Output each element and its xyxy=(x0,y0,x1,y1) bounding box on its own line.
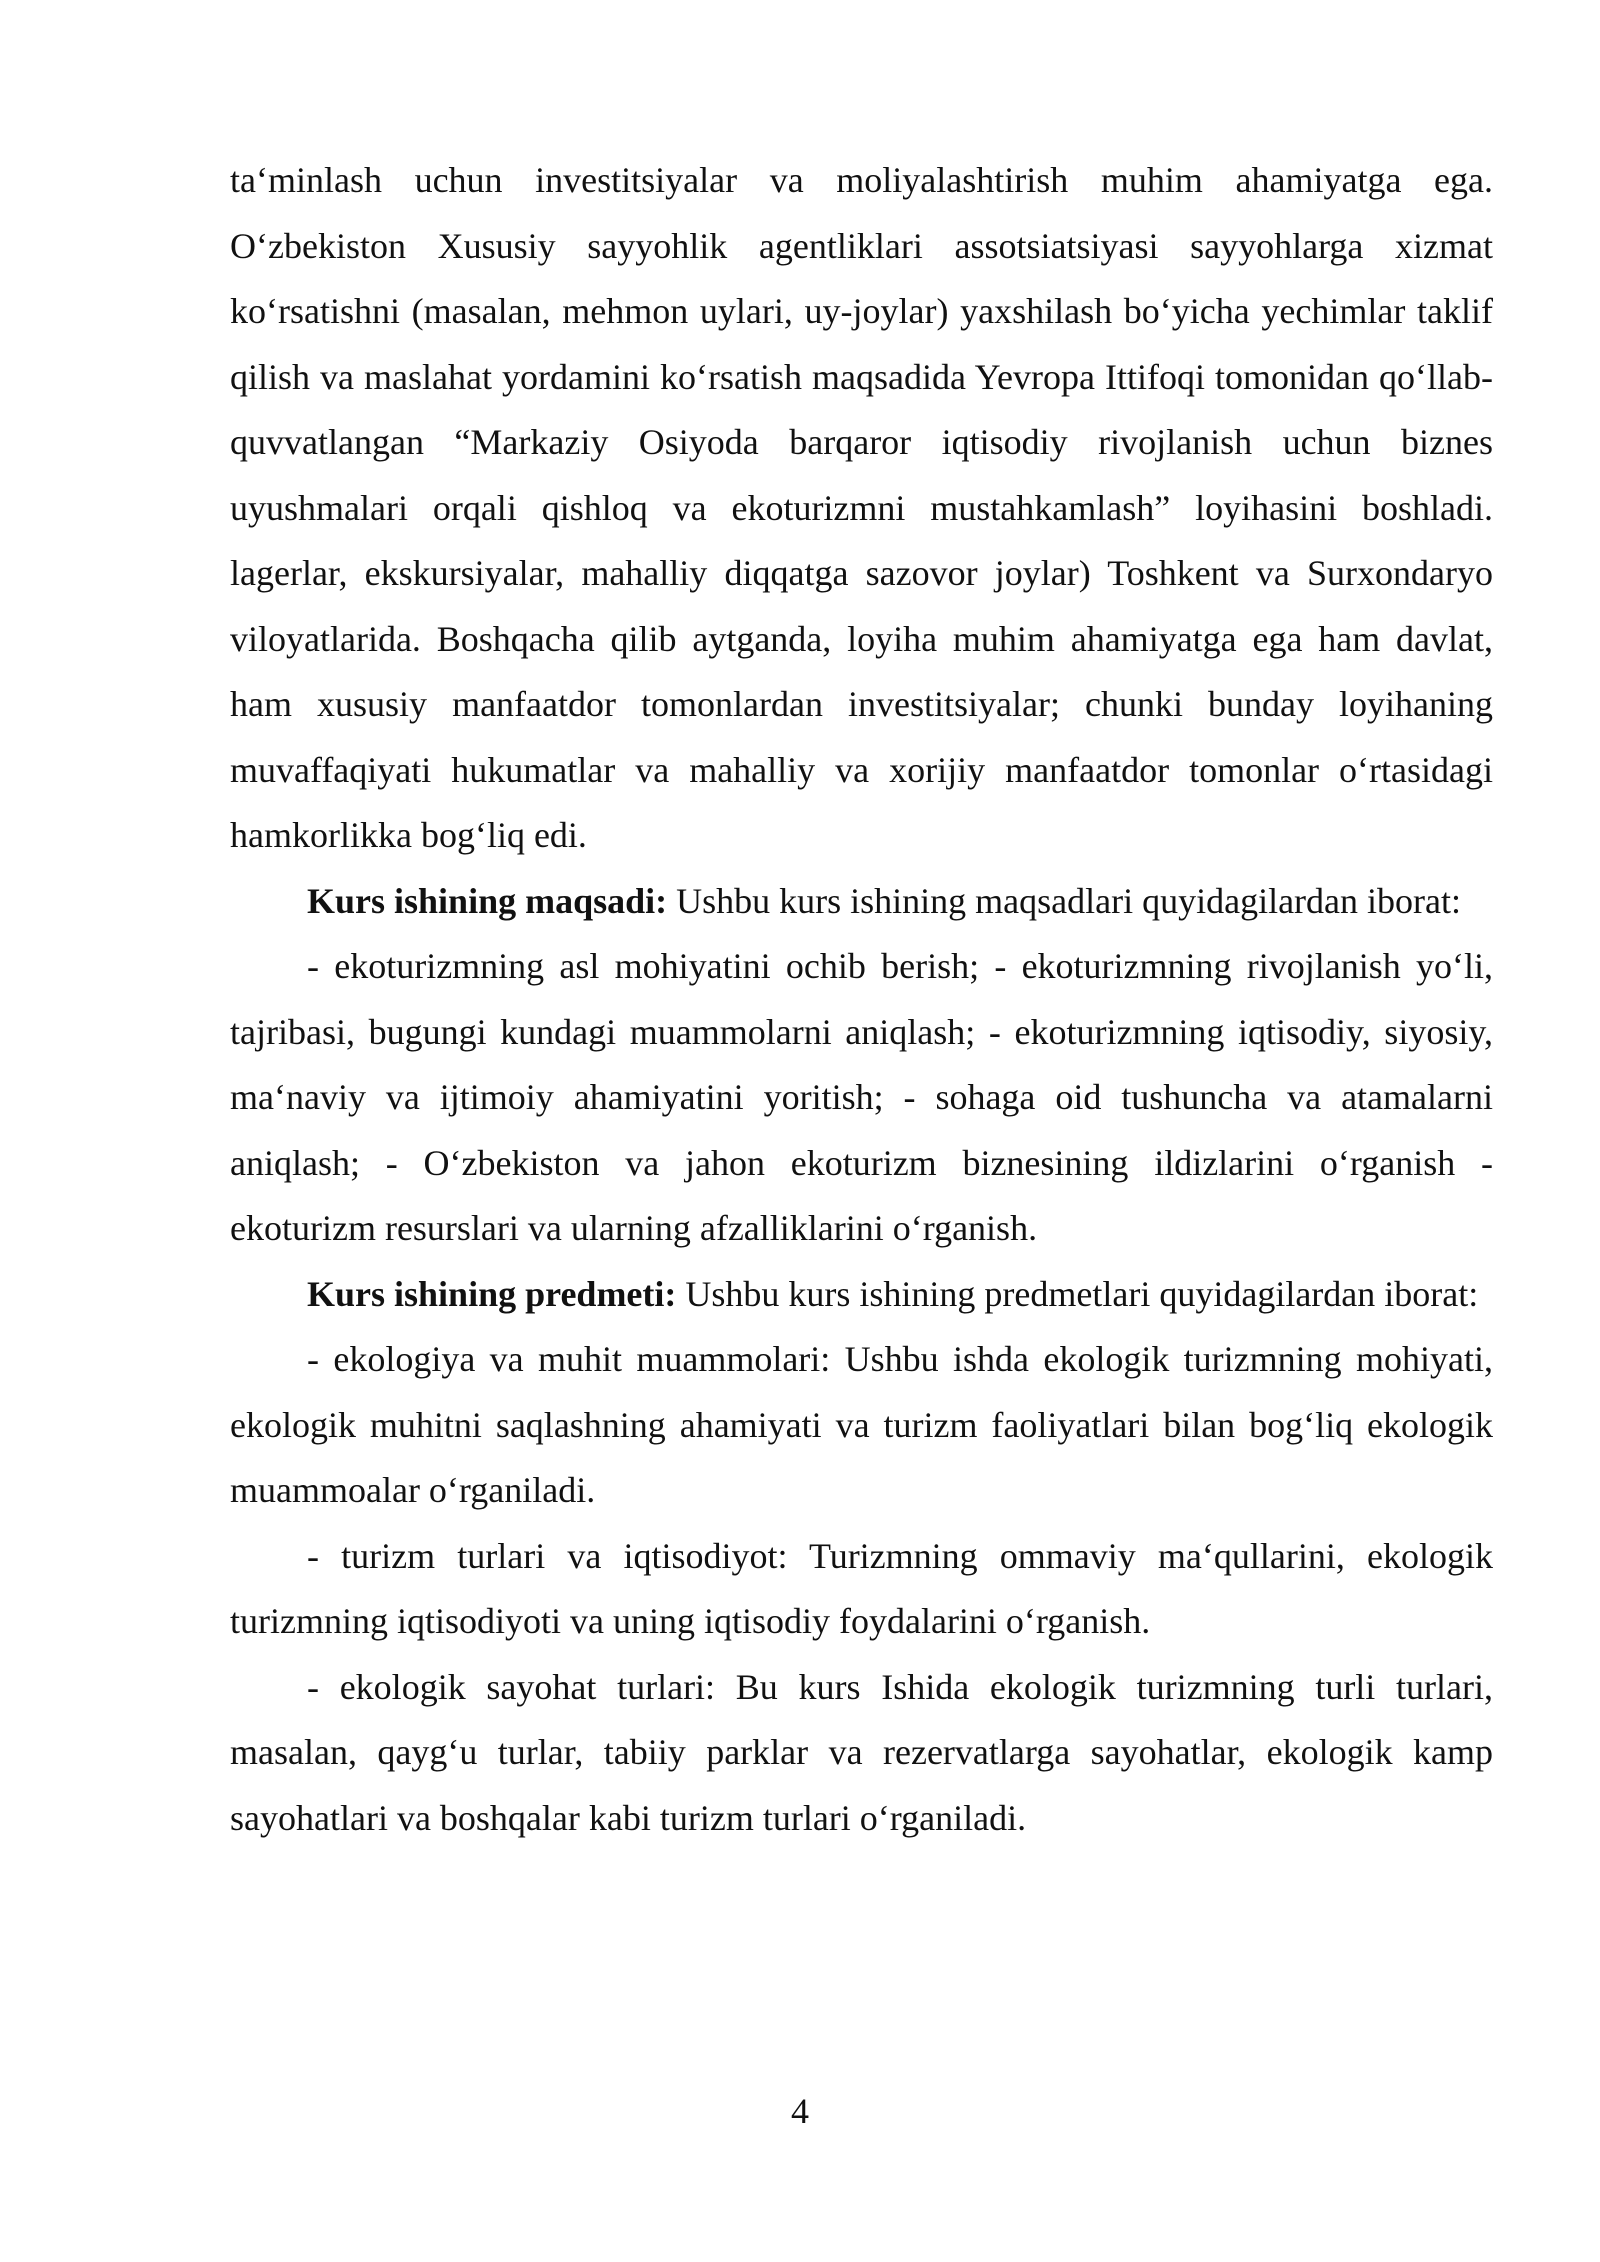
paragraph-text: - ekologik sayohat turlari: Bu kurs Ishida ekologik turizmning turli turlari, masalan, qayg‘u turlar, tabiiy parklar va rezervatlarga sayohatlar, ekologik kamp sayohatlari va boshqalar kabi turizm turlari o‘rganiladi. xyxy=(230,1666,1493,1838)
paragraph-goal-list xyxy=(230,934,1493,1262)
paragraph-text: - ekologiya va muhit muammolari: Ushbu ishda ekologik turizmning mohiyati, ekologik muhitni saqlashning ahamiyati va turizm faoliyatlari bilan bog‘liq ekologik muammoalar o‘rganiladi. xyxy=(230,1339,1493,1510)
paragraph-text: ta‘minlash uchun investitsiyalar va moliyalashtirish muhim ahamiyatga ega. O‘zbekiston Xususiy sayyohlik agentliklari assotsiatsiyasi sayyohlarga xizmat ko‘rsatishni (masalan, mehmon uylari, uy-joylar) yaxshilash bo‘yicha yechimlar taklif qilish va maslahat yordamini ko‘rsatish maqsadida Yevropa Ittifoqi tomonidan qo‘llab-quvvatlangan “Markaziy Osiyoda barqaror iqtisodiy rivojlanish uchun biznes uyushmalari orqali qishloq va ekoturizmni mustahkamlash” loyihasini boshladi. lagerlar, ekskursiyalar, mahalliy diqqatga sazovor joylar) Toshkent va Surxondaryo viloyatlarida. Boshqacha qilib aytganda, loyiha muhim ahamiyatga ega ham davlat, ham xususiy manfaatdor tomonlardan investitsiyalar; chunki bunday loyihaning muvaffaqiyati hukumatlar va mahalliy va xorijiy manfaatdor tomonlar o‘rtasidagi hamkorlikka bog‘liq edi. xyxy=(230,160,1493,855)
paragraph-continuation xyxy=(230,148,1493,869)
paragraph-subject-travel xyxy=(230,1655,1493,1852)
paragraph-subject xyxy=(230,1262,1493,1328)
paragraph-text: - ekoturizmning asl mohiyatini ochib berish; - ekoturizmning rivojlanish yo‘li, tajribasi, bugungi kundagi muammolarni aniqlash; - ekoturizmning iqtisodiy, siyosiy, ma‘naviy va ijtimoiy ahamiyatini yoritish; - sohaga oid tushuncha va atamalarni aniqlash; - O‘zbekiston va jahon ekoturizm biznesining ildizlarini o‘rganish - ekoturizm resurslari va ularning afzalliklarini o‘rganish. xyxy=(230,946,1493,1248)
paragraph-text: Ushbu kurs ishining predmetlari quyidagilardan iborat: xyxy=(676,1273,1479,1314)
page-number: 4 xyxy=(791,2091,809,2131)
paragraph-lead-heading: Kurs ishining maqsadi: xyxy=(307,880,668,921)
paragraph-subject-economy xyxy=(230,1524,1493,1655)
paragraph-subject-ecology xyxy=(230,1327,1493,1524)
paragraph-text: Ushbu kurs ishining maqsadlari quyidagilardan iborat: xyxy=(667,880,1461,921)
paragraph-text: - turizm turlari va iqtisodiyot: Turizmning ommaviy ma‘qullarini, ekologik turizmning iqtisodiyoti va uning iqtisodiy foydalarini o‘rganish. xyxy=(230,1535,1493,1641)
document-page xyxy=(230,148,1493,1851)
paragraph-goal xyxy=(230,869,1493,935)
paragraph-lead-heading: Kurs ishining predmeti: xyxy=(307,1273,677,1314)
